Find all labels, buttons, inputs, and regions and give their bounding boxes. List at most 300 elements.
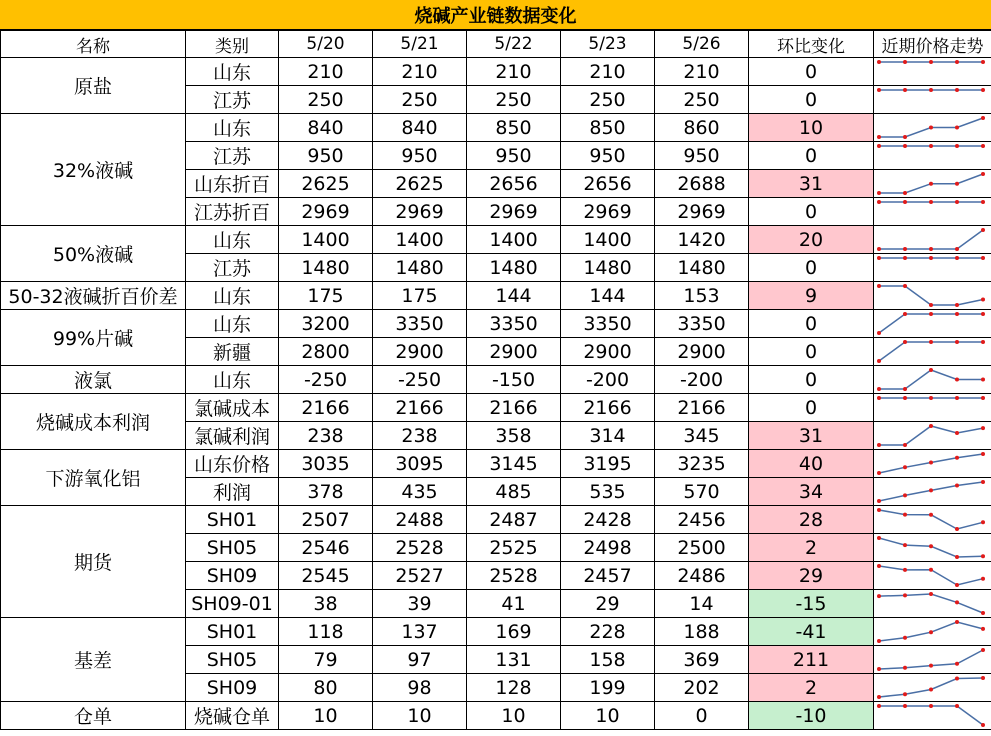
table-row <box>1 618 991 646</box>
change-cell: 2 <box>749 674 874 702</box>
value-cell: 2969 <box>467 198 561 226</box>
change-cell: 0 <box>749 366 874 394</box>
value-cell: 153 <box>655 282 749 310</box>
sparkline-point <box>903 135 907 139</box>
sparkline-cell <box>874 254 991 282</box>
value-cell: 2525 <box>467 534 561 562</box>
sparkline-series <box>879 342 983 361</box>
value-cell: 10 <box>373 702 467 730</box>
value-cell: 2969 <box>561 198 655 226</box>
value-cell: 250 <box>373 86 467 114</box>
table-row <box>1 506 991 534</box>
sparkline-point <box>903 200 907 204</box>
sparkline-point <box>981 228 985 232</box>
sparkline-point <box>955 662 959 666</box>
value-cell: 3195 <box>561 450 655 478</box>
value-cell: 2486 <box>655 562 749 590</box>
sparkline <box>874 506 991 533</box>
header-row <box>1 31 991 58</box>
table-row <box>1 366 991 394</box>
sparkline-point <box>955 620 959 624</box>
sparkline-point <box>903 247 907 251</box>
sparkline-point <box>929 396 933 400</box>
sparkline-cell <box>874 646 991 674</box>
sparkline-point <box>877 60 881 64</box>
sparkline-point <box>929 461 933 465</box>
sparkline-point <box>955 88 959 92</box>
sparkline-point <box>981 144 985 148</box>
change-cell: 2 <box>749 534 874 562</box>
value-cell: 950 <box>561 142 655 170</box>
value-cell: 358 <box>467 422 561 450</box>
sparkline-series <box>879 314 983 333</box>
change-cell: -15 <box>749 590 874 618</box>
group-name-cell: 下游氧化铝 <box>1 450 186 506</box>
value-cell: -200 <box>561 366 655 394</box>
sparkline-point <box>877 284 881 288</box>
sparkline-series <box>879 594 983 613</box>
group-name-cell: 液氯 <box>1 366 186 394</box>
sparkline-point <box>981 256 985 260</box>
sparkline <box>874 534 991 561</box>
value-cell: 210 <box>561 58 655 86</box>
sparkline-point <box>929 592 933 596</box>
sparkline-point <box>955 200 959 204</box>
value-cell: -250 <box>279 366 373 394</box>
sparkline-point <box>929 568 933 572</box>
sparkline-point <box>903 568 907 572</box>
value-cell: 2656 <box>561 170 655 198</box>
sparkline-point <box>929 544 933 548</box>
change-cell: 34 <box>749 478 874 506</box>
sparkline-cell <box>874 142 991 170</box>
value-cell: 2900 <box>373 338 467 366</box>
category-cell: 利润 <box>186 478 279 506</box>
value-cell: 10 <box>467 702 561 730</box>
sparkline-point <box>955 60 959 64</box>
sparkline <box>874 282 991 309</box>
table-row <box>1 310 991 338</box>
value-cell: 3350 <box>655 310 749 338</box>
value-cell: 3235 <box>655 450 749 478</box>
value-cell: 3095 <box>373 450 467 478</box>
header-trend: 近期价格走势 <box>874 31 991 58</box>
value-cell: 98 <box>373 674 467 702</box>
sparkline <box>874 478 991 505</box>
value-cell: 1480 <box>279 254 373 282</box>
sparkline-point <box>929 488 933 492</box>
sparkline-cell <box>874 702 991 730</box>
sparkline-series <box>879 230 983 249</box>
sparkline-point <box>955 247 959 251</box>
header-name: 名称 <box>1 31 186 58</box>
table-row <box>1 114 991 142</box>
sparkline-point <box>877 594 881 598</box>
category-cell: 山东 <box>186 114 279 142</box>
value-cell: -200 <box>655 366 749 394</box>
sparkline-point <box>929 144 933 148</box>
value-cell: 535 <box>561 478 655 506</box>
value-cell: 950 <box>467 142 561 170</box>
sparkline-point <box>955 600 959 604</box>
value-cell: 850 <box>467 114 561 142</box>
value-cell: 39 <box>373 590 467 618</box>
sparkline-cell <box>874 310 991 338</box>
sparkline-point <box>877 247 881 251</box>
category-cell: SH05 <box>186 534 279 562</box>
value-cell: 199 <box>561 674 655 702</box>
table-row <box>1 226 991 254</box>
sparkline-point <box>981 611 985 615</box>
value-cell: 1400 <box>561 226 655 254</box>
category-cell: 江苏 <box>186 254 279 282</box>
group-name-cell: 期货 <box>1 506 186 618</box>
sparkline-point <box>955 126 959 130</box>
table-row <box>1 702 991 730</box>
group-name-cell: 99%片碱 <box>1 310 186 366</box>
sparkline <box>874 86 991 113</box>
value-cell: 3035 <box>279 450 373 478</box>
sparkline-series <box>879 706 983 725</box>
sparkline-point <box>877 256 881 260</box>
sparkline-point <box>877 135 881 139</box>
value-cell: 210 <box>373 58 467 86</box>
header-change: 环比变化 <box>749 31 874 58</box>
value-cell: 29 <box>561 590 655 618</box>
sparkline-point <box>903 284 907 288</box>
value-cell: 228 <box>561 618 655 646</box>
sparkline-point <box>877 331 881 335</box>
value-cell: 3350 <box>561 310 655 338</box>
data-table <box>0 30 991 730</box>
change-cell: 40 <box>749 450 874 478</box>
sparkline-point <box>981 426 985 430</box>
value-cell: 2800 <box>279 338 373 366</box>
sparkline-point <box>903 312 907 316</box>
sparkline-point <box>981 200 985 204</box>
sparkline-cell <box>874 562 991 590</box>
sparkline <box>874 170 991 197</box>
sparkline-point <box>929 247 933 251</box>
sparkline-point <box>981 723 985 727</box>
sparkline <box>874 142 991 169</box>
sparkline-point <box>955 340 959 344</box>
change-cell: 28 <box>749 506 874 534</box>
value-cell: 3145 <box>467 450 561 478</box>
sparkline-point <box>877 144 881 148</box>
category-cell: 江苏 <box>186 86 279 114</box>
value-cell: 1400 <box>373 226 467 254</box>
value-cell: 2625 <box>279 170 373 198</box>
value-cell: 2456 <box>655 506 749 534</box>
value-cell: 128 <box>467 674 561 702</box>
sparkline-point <box>903 256 907 260</box>
sparkline-cell <box>874 674 991 702</box>
value-cell: 118 <box>279 618 373 646</box>
change-cell: 20 <box>749 226 874 254</box>
value-cell: 158 <box>561 646 655 674</box>
sparkline-point <box>981 312 985 316</box>
sparkline-point <box>955 396 959 400</box>
sparkline-point <box>955 555 959 559</box>
category-cell: 山东 <box>186 310 279 338</box>
sparkline-cell <box>874 394 991 422</box>
value-cell: -150 <box>467 366 561 394</box>
sparkline-point <box>929 513 933 517</box>
sparkline-point <box>903 593 907 597</box>
change-cell: -10 <box>749 702 874 730</box>
value-cell: 2969 <box>373 198 467 226</box>
sparkline-point <box>877 387 881 391</box>
value-cell: 950 <box>655 142 749 170</box>
sparkline-point <box>903 387 907 391</box>
sparkline <box>874 366 991 393</box>
value-cell: 570 <box>655 478 749 506</box>
value-cell: 2625 <box>373 170 467 198</box>
value-cell: 250 <box>467 86 561 114</box>
category-cell: 江苏 <box>186 142 279 170</box>
sparkline <box>874 590 991 617</box>
sparkline-point <box>877 508 881 512</box>
sparkline-cell <box>874 422 991 450</box>
value-cell: 238 <box>373 422 467 450</box>
value-cell: 860 <box>655 114 749 142</box>
group-name-cell: 基差 <box>1 618 186 702</box>
sparkline-point <box>903 666 907 670</box>
category-cell: 新疆 <box>186 338 279 366</box>
value-cell: 175 <box>279 282 373 310</box>
sparkline-cell <box>874 226 991 254</box>
value-cell: 250 <box>561 86 655 114</box>
sparkline-point <box>877 191 881 195</box>
sparkline-point <box>955 527 959 531</box>
value-cell: 79 <box>279 646 373 674</box>
value-cell: 2457 <box>561 562 655 590</box>
sparkline <box>874 450 991 477</box>
sparkline-point <box>929 630 933 634</box>
value-cell: 131 <box>467 646 561 674</box>
category-cell: SH09 <box>186 674 279 702</box>
value-cell: 97 <box>373 646 467 674</box>
sparkline <box>874 338 991 365</box>
sparkline-point <box>981 554 985 558</box>
group-name-cell: 烧碱成本利润 <box>1 394 186 450</box>
value-cell: 435 <box>373 478 467 506</box>
sparkline-point <box>877 639 881 643</box>
category-cell: SH09-01 <box>186 590 279 618</box>
value-cell: 38 <box>279 590 373 618</box>
value-cell: 169 <box>467 618 561 646</box>
value-cell: 2507 <box>279 506 373 534</box>
sparkline <box>874 422 991 449</box>
change-cell: 0 <box>749 198 874 226</box>
sparkline-point <box>929 340 933 344</box>
value-cell: 2546 <box>279 534 373 562</box>
sparkline-point <box>981 452 985 456</box>
sparkline-point <box>877 443 881 447</box>
sparkline-point <box>877 564 881 568</box>
group-name-cell: 50%液碱 <box>1 226 186 282</box>
sparkline-point <box>981 520 985 524</box>
table-title: 烧碱产业链数据变化 <box>0 0 991 30</box>
value-cell: 2545 <box>279 562 373 590</box>
category-cell: SH05 <box>186 646 279 674</box>
category-cell: 山东 <box>186 282 279 310</box>
value-cell: 840 <box>279 114 373 142</box>
category-cell: 山东 <box>186 366 279 394</box>
sparkline-point <box>929 303 933 307</box>
category-cell: 氯碱成本 <box>186 394 279 422</box>
change-cell: -41 <box>749 618 874 646</box>
value-cell: 14 <box>655 590 749 618</box>
sparkline <box>874 198 991 225</box>
value-cell: 1480 <box>655 254 749 282</box>
sparkline-point <box>929 688 933 692</box>
sparkline-point <box>981 396 985 400</box>
group-name-cell: 仓单 <box>1 702 186 730</box>
category-cell: 山东折百 <box>186 170 279 198</box>
sparkline-point <box>955 583 959 587</box>
sparkline-point <box>877 704 881 708</box>
sparkline <box>874 254 991 281</box>
change-cell: 10 <box>749 114 874 142</box>
value-cell: 2166 <box>655 394 749 422</box>
value-cell: 41 <box>467 590 561 618</box>
value-cell: 1480 <box>561 254 655 282</box>
value-cell: -250 <box>373 366 467 394</box>
sparkline-point <box>903 144 907 148</box>
value-cell: 2166 <box>373 394 467 422</box>
value-cell: 2900 <box>561 338 655 366</box>
sparkline-point <box>903 493 907 497</box>
header-date: 5/22 <box>467 31 561 58</box>
sparkline-point <box>903 443 907 447</box>
sparkline-series <box>879 286 983 305</box>
value-cell: 210 <box>655 58 749 86</box>
sparkline <box>874 58 991 85</box>
group-name-cell: 50-32液碱折百价差 <box>1 282 186 310</box>
change-cell: 211 <box>749 646 874 674</box>
value-cell: 1400 <box>467 226 561 254</box>
sparkline-point <box>981 60 985 64</box>
sparkline-point <box>981 88 985 92</box>
value-cell: 10 <box>279 702 373 730</box>
value-cell: 2969 <box>655 198 749 226</box>
sparkline-point <box>877 536 881 540</box>
sparkline <box>874 702 991 729</box>
category-cell: SH01 <box>186 618 279 646</box>
sparkline-point <box>903 465 907 469</box>
header-date: 5/23 <box>561 31 655 58</box>
header-category: 类别 <box>186 31 279 58</box>
sparkline-point <box>981 480 985 484</box>
value-cell: 210 <box>279 58 373 86</box>
sparkline-cell <box>874 282 991 310</box>
value-cell: 137 <box>373 618 467 646</box>
change-cell: 29 <box>749 562 874 590</box>
sparkline-point <box>903 340 907 344</box>
sparkline-point <box>981 577 985 581</box>
sparkline-point <box>981 340 985 344</box>
sparkline-series <box>879 426 983 445</box>
sparkline-point <box>903 88 907 92</box>
sparkline-point <box>981 298 985 302</box>
value-cell: 80 <box>279 674 373 702</box>
value-cell: 2900 <box>467 338 561 366</box>
sparkline-point <box>929 312 933 316</box>
change-cell: 0 <box>749 58 874 86</box>
table-row <box>1 58 991 86</box>
sparkline-point <box>955 456 959 460</box>
table-row <box>1 450 991 478</box>
sparkline-point <box>877 695 881 699</box>
sparkline-point <box>903 191 907 195</box>
value-cell: 3350 <box>467 310 561 338</box>
sparkline <box>874 114 991 141</box>
sparkline-point <box>877 667 881 671</box>
sparkline-point <box>877 471 881 475</box>
value-cell: 2487 <box>467 506 561 534</box>
value-cell: 202 <box>655 674 749 702</box>
sparkline-point <box>929 88 933 92</box>
sparkline <box>874 310 991 337</box>
sparkline-point <box>929 126 933 130</box>
sparkline-point <box>981 116 985 120</box>
sparkline-point <box>903 60 907 64</box>
value-cell: 3350 <box>373 310 467 338</box>
sparkline-point <box>877 88 881 92</box>
sparkline-point <box>981 378 985 382</box>
header-date: 5/21 <box>373 31 467 58</box>
value-cell: 238 <box>279 422 373 450</box>
sparkline-point <box>955 256 959 260</box>
value-cell: 369 <box>655 646 749 674</box>
sparkline-point <box>903 543 907 547</box>
sparkline-point <box>929 256 933 260</box>
sparkline-point <box>981 648 985 652</box>
sparkline <box>874 226 991 253</box>
value-cell: 1400 <box>279 226 373 254</box>
value-cell: 2900 <box>655 338 749 366</box>
category-cell: 山东价格 <box>186 450 279 478</box>
group-name-cell: 原盐 <box>1 58 186 114</box>
category-cell: 江苏折百 <box>186 198 279 226</box>
value-cell: 144 <box>561 282 655 310</box>
sparkline-point <box>955 677 959 681</box>
sparkline-point <box>877 499 881 503</box>
change-cell: 31 <box>749 170 874 198</box>
value-cell: 250 <box>279 86 373 114</box>
sparkline <box>874 394 991 421</box>
value-cell: 1480 <box>373 254 467 282</box>
value-cell: 2969 <box>279 198 373 226</box>
value-cell: 950 <box>373 142 467 170</box>
sparkline-cell <box>874 590 991 618</box>
value-cell: 2166 <box>279 394 373 422</box>
sparkline-point <box>903 692 907 696</box>
sparkline-point <box>981 172 985 176</box>
sparkline-point <box>955 704 959 708</box>
value-cell: 314 <box>561 422 655 450</box>
header-date: 5/26 <box>655 31 749 58</box>
sparkline-point <box>981 627 985 631</box>
value-cell: 345 <box>655 422 749 450</box>
value-cell: 2527 <box>373 562 467 590</box>
sparkline-cell <box>874 198 991 226</box>
value-cell: 210 <box>467 58 561 86</box>
sparkline-point <box>981 676 985 680</box>
sparkline-point <box>929 200 933 204</box>
